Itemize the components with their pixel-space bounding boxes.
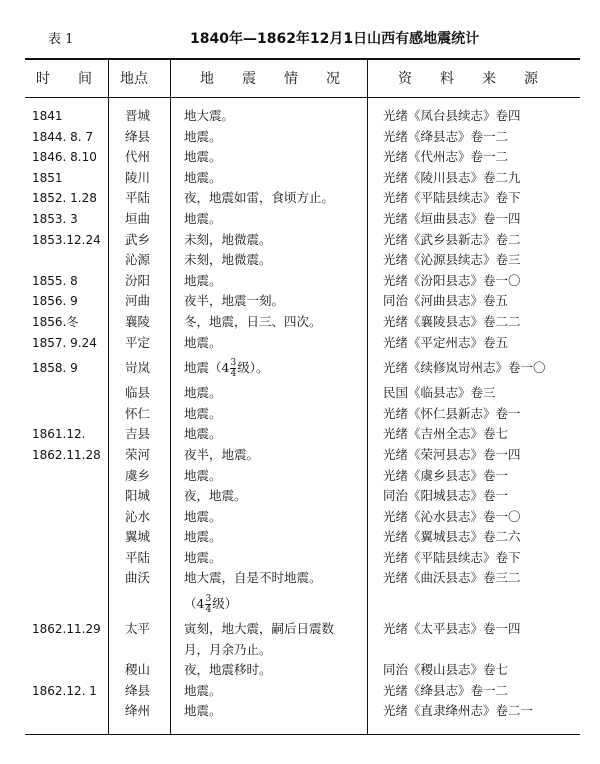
cell-description: 地震。 — [184, 128, 222, 144]
cell-description: 夜，地震移时。 — [184, 662, 272, 678]
cell-source: 同治《河曲县志》卷五 — [383, 293, 509, 309]
cell-source: 光绪《代州志》卷一二 — [383, 149, 509, 165]
cell-place: 怀仁 — [125, 405, 151, 421]
table-row — [0, 383, 600, 404]
magnitude-fraction — [205, 594, 211, 615]
cell-source: 光绪《吉州全志》卷七 — [383, 426, 509, 442]
description-text: 地震（4 — [184, 360, 230, 376]
cell-place: 襄陵 — [125, 313, 151, 329]
cell-description: 地震。 — [184, 405, 222, 421]
cell-description: 月，月余乃止。 — [184, 641, 272, 657]
cell-source: 民国《临县志》卷三 — [383, 385, 496, 401]
table-caption — [0, 28, 600, 48]
table-row — [0, 168, 600, 189]
cell-place: 武乡 — [125, 231, 151, 247]
cell-source: 光绪《绛县志》卷一二 — [383, 682, 509, 698]
cell-place: 吉县 — [125, 426, 151, 442]
cell-source: 光绪《荣河县志》卷一四 — [383, 446, 521, 462]
cell-place: 沁水 — [125, 508, 151, 524]
cell-source: 光绪《陵川县志》卷二九 — [383, 169, 521, 185]
cell-time: 1853. 3 — [32, 211, 78, 226]
cell-source: 光绪《凤台县续志》卷四 — [383, 108, 521, 123]
table-row — [0, 209, 600, 230]
cell-description: 地震。 — [184, 210, 222, 226]
cell-place: 岢岚 — [125, 360, 151, 376]
cell-description: 地震。 — [184, 508, 222, 524]
cell-place: 平定 — [125, 334, 151, 350]
bottom-rule — [25, 734, 580, 735]
table-row — [0, 527, 600, 548]
cell-source: 光绪《曲沃县志》卷三二 — [383, 570, 521, 586]
cell-time: 1841 — [32, 109, 63, 123]
table-row — [0, 353, 600, 383]
cell-description — [184, 353, 268, 383]
cell-source: 光绪《汾阳县志》卷一〇 — [383, 272, 521, 288]
cell-source: 光绪《平陆县续志》卷下 — [383, 190, 521, 206]
table-row — [0, 333, 600, 354]
table-row — [0, 106, 600, 127]
cell-place: 沁源 — [125, 252, 151, 268]
cell-place: 汾阳 — [125, 272, 151, 288]
cell-description: 地震。 — [184, 149, 222, 165]
table-row — [0, 424, 600, 445]
cell-description: 寅刻，地大震，嗣后日震数 — [184, 621, 335, 637]
cell-time: 1851 — [32, 170, 63, 185]
table-row — [0, 404, 600, 425]
cell-source: 同治《稷山县志》卷七 — [383, 662, 509, 678]
cell-time: 1862.12. 1 — [32, 683, 97, 698]
cell-place: 河曲 — [125, 293, 151, 309]
cell-place: 临县 — [125, 385, 151, 401]
cell-time: 1852. 1.28 — [32, 191, 97, 206]
cell-place: 荣河 — [125, 446, 151, 462]
cell-time: 1861.12. — [32, 427, 86, 442]
cell-description: 地震。 — [184, 703, 222, 719]
cell-description: 地震。 — [184, 272, 222, 288]
cell-description: 地震。 — [184, 529, 222, 545]
header-time: 时 间 — [36, 71, 92, 87]
table-row — [0, 681, 600, 702]
cell-description: 地大震。 — [184, 108, 235, 123]
cell-source: 光绪《太平县志》卷一四 — [383, 621, 521, 637]
cell-description: 夜，地震如雷，食顷方止。 — [184, 190, 335, 206]
cell-place: 太平 — [125, 621, 151, 637]
cell-source: 光绪《沁水县志》卷一〇 — [383, 508, 521, 524]
cell-place: 绛州 — [125, 703, 151, 719]
table-row — [0, 291, 600, 312]
cell-source: 光绪《绛县志》卷一二 — [383, 128, 509, 144]
cell-place: 阳城 — [125, 488, 151, 504]
cell-time: 1846. 8.10 — [32, 150, 97, 165]
cell-place: 代州 — [125, 149, 151, 165]
cell-place: 晋城 — [125, 108, 151, 123]
cell-description: 地震。 — [184, 334, 222, 350]
table-row — [0, 640, 600, 661]
table-row — [0, 619, 600, 640]
description-tail: 级） — [212, 596, 238, 612]
table-row — [0, 147, 600, 168]
table-title: 1840年—1862年12月1日山西有感地震统计 — [190, 31, 480, 47]
cell-time: 1862.11.28 — [32, 447, 101, 462]
cell-source: 光绪《平陆县续志》卷下 — [383, 549, 521, 565]
cell-time: 1858. 9 — [32, 361, 78, 376]
table-row — [0, 486, 600, 507]
cell-description: 地震。 — [184, 385, 222, 401]
table-row — [0, 188, 600, 209]
cell-description: 冬，地震，日三、四次。 — [184, 313, 322, 329]
table-row — [0, 445, 600, 466]
cell-time: 1857. 9.24 — [32, 335, 97, 350]
cell-time: 1856. 9 — [32, 294, 78, 309]
cell-description: 夜半，地震一刻。 — [184, 293, 285, 309]
table-row — [0, 271, 600, 292]
cell-description: 地震。 — [184, 549, 222, 565]
table-row — [0, 466, 600, 487]
cell-source: 光绪《垣曲县志》卷一四 — [383, 210, 521, 226]
table-row — [0, 568, 600, 589]
table-row — [0, 660, 600, 681]
cell-place: 翼城 — [125, 529, 151, 545]
magnitude-fraction — [230, 358, 236, 379]
cell-description: 地震。 — [184, 426, 222, 442]
cell-time: 1844. 8. 7 — [32, 129, 94, 144]
cell-description: 地震。 — [184, 682, 222, 698]
fraction-numerator: 3 — [230, 358, 237, 369]
table-row — [0, 127, 600, 148]
cell-place: 绛县 — [125, 128, 151, 144]
cell-description: 地大震，自是不时地震。 — [184, 570, 322, 586]
table-body — [0, 106, 600, 722]
table-row — [0, 701, 600, 722]
cell-source: 光绪《直隶绛州志》卷二一 — [383, 703, 534, 719]
description-text: （4 — [184, 596, 205, 612]
cell-place: 稷山 — [125, 662, 151, 678]
cell-time: 1856.冬 — [32, 314, 79, 329]
header-place: 地点 — [120, 71, 148, 87]
header-description: 地 震 情 况 — [200, 71, 340, 87]
table-row — [0, 507, 600, 528]
cell-description: 夜，地震。 — [184, 488, 247, 504]
table-number: 表 1 — [48, 32, 74, 47]
cell-description: 夜半，地震。 — [184, 446, 260, 462]
cell-place: 平陆 — [125, 190, 151, 206]
cell-time: 1853.12.24 — [32, 232, 101, 247]
cell-place: 垣曲 — [125, 210, 151, 226]
cell-description — [184, 589, 237, 619]
cell-place: 曲沃 — [125, 570, 151, 586]
cell-description: 未刻，地微震。 — [184, 231, 272, 247]
cell-place: 平陆 — [125, 549, 151, 565]
cell-source: 光绪《虞乡县志》卷一 — [383, 467, 509, 483]
cell-time: 1855. 8 — [32, 273, 78, 288]
table-row — [0, 250, 600, 271]
table-row — [0, 548, 600, 569]
description-tail: 级）。 — [237, 360, 269, 376]
cell-source: 光绪《续修岚岢州志》卷一〇 — [383, 360, 546, 376]
header-source: 资 料 来 源 — [398, 71, 538, 87]
cell-place: 虞乡 — [125, 467, 151, 483]
cell-source: 光绪《平定州志》卷五 — [383, 334, 509, 350]
cell-source: 光绪《沁源县续志》卷三 — [383, 252, 521, 268]
table-row — [0, 589, 600, 619]
fraction-denominator: 4 — [230, 369, 237, 380]
cell-source: 光绪《武乡县新志》卷二 — [383, 231, 521, 247]
cell-description: 地震。 — [184, 169, 222, 185]
cell-place: 陵川 — [125, 169, 151, 185]
cell-description: 未刻，地微震。 — [184, 252, 272, 268]
cell-source: 光绪《怀仁县新志》卷一 — [383, 405, 521, 421]
cell-source: 光绪《襄陵县志》卷二二 — [383, 313, 521, 329]
table-row — [0, 230, 600, 251]
fraction-numerator: 3 — [205, 594, 212, 605]
cell-place: 绛县 — [125, 682, 151, 698]
cell-time: 1862.11.29 — [32, 622, 101, 637]
table-row — [0, 312, 600, 333]
cell-source: 光绪《翼城县志》卷二六 — [383, 529, 521, 545]
cell-source: 同治《阳城县志》卷一 — [383, 488, 509, 504]
cell-description: 地震。 — [184, 467, 222, 483]
fraction-denominator: 4 — [205, 605, 212, 616]
